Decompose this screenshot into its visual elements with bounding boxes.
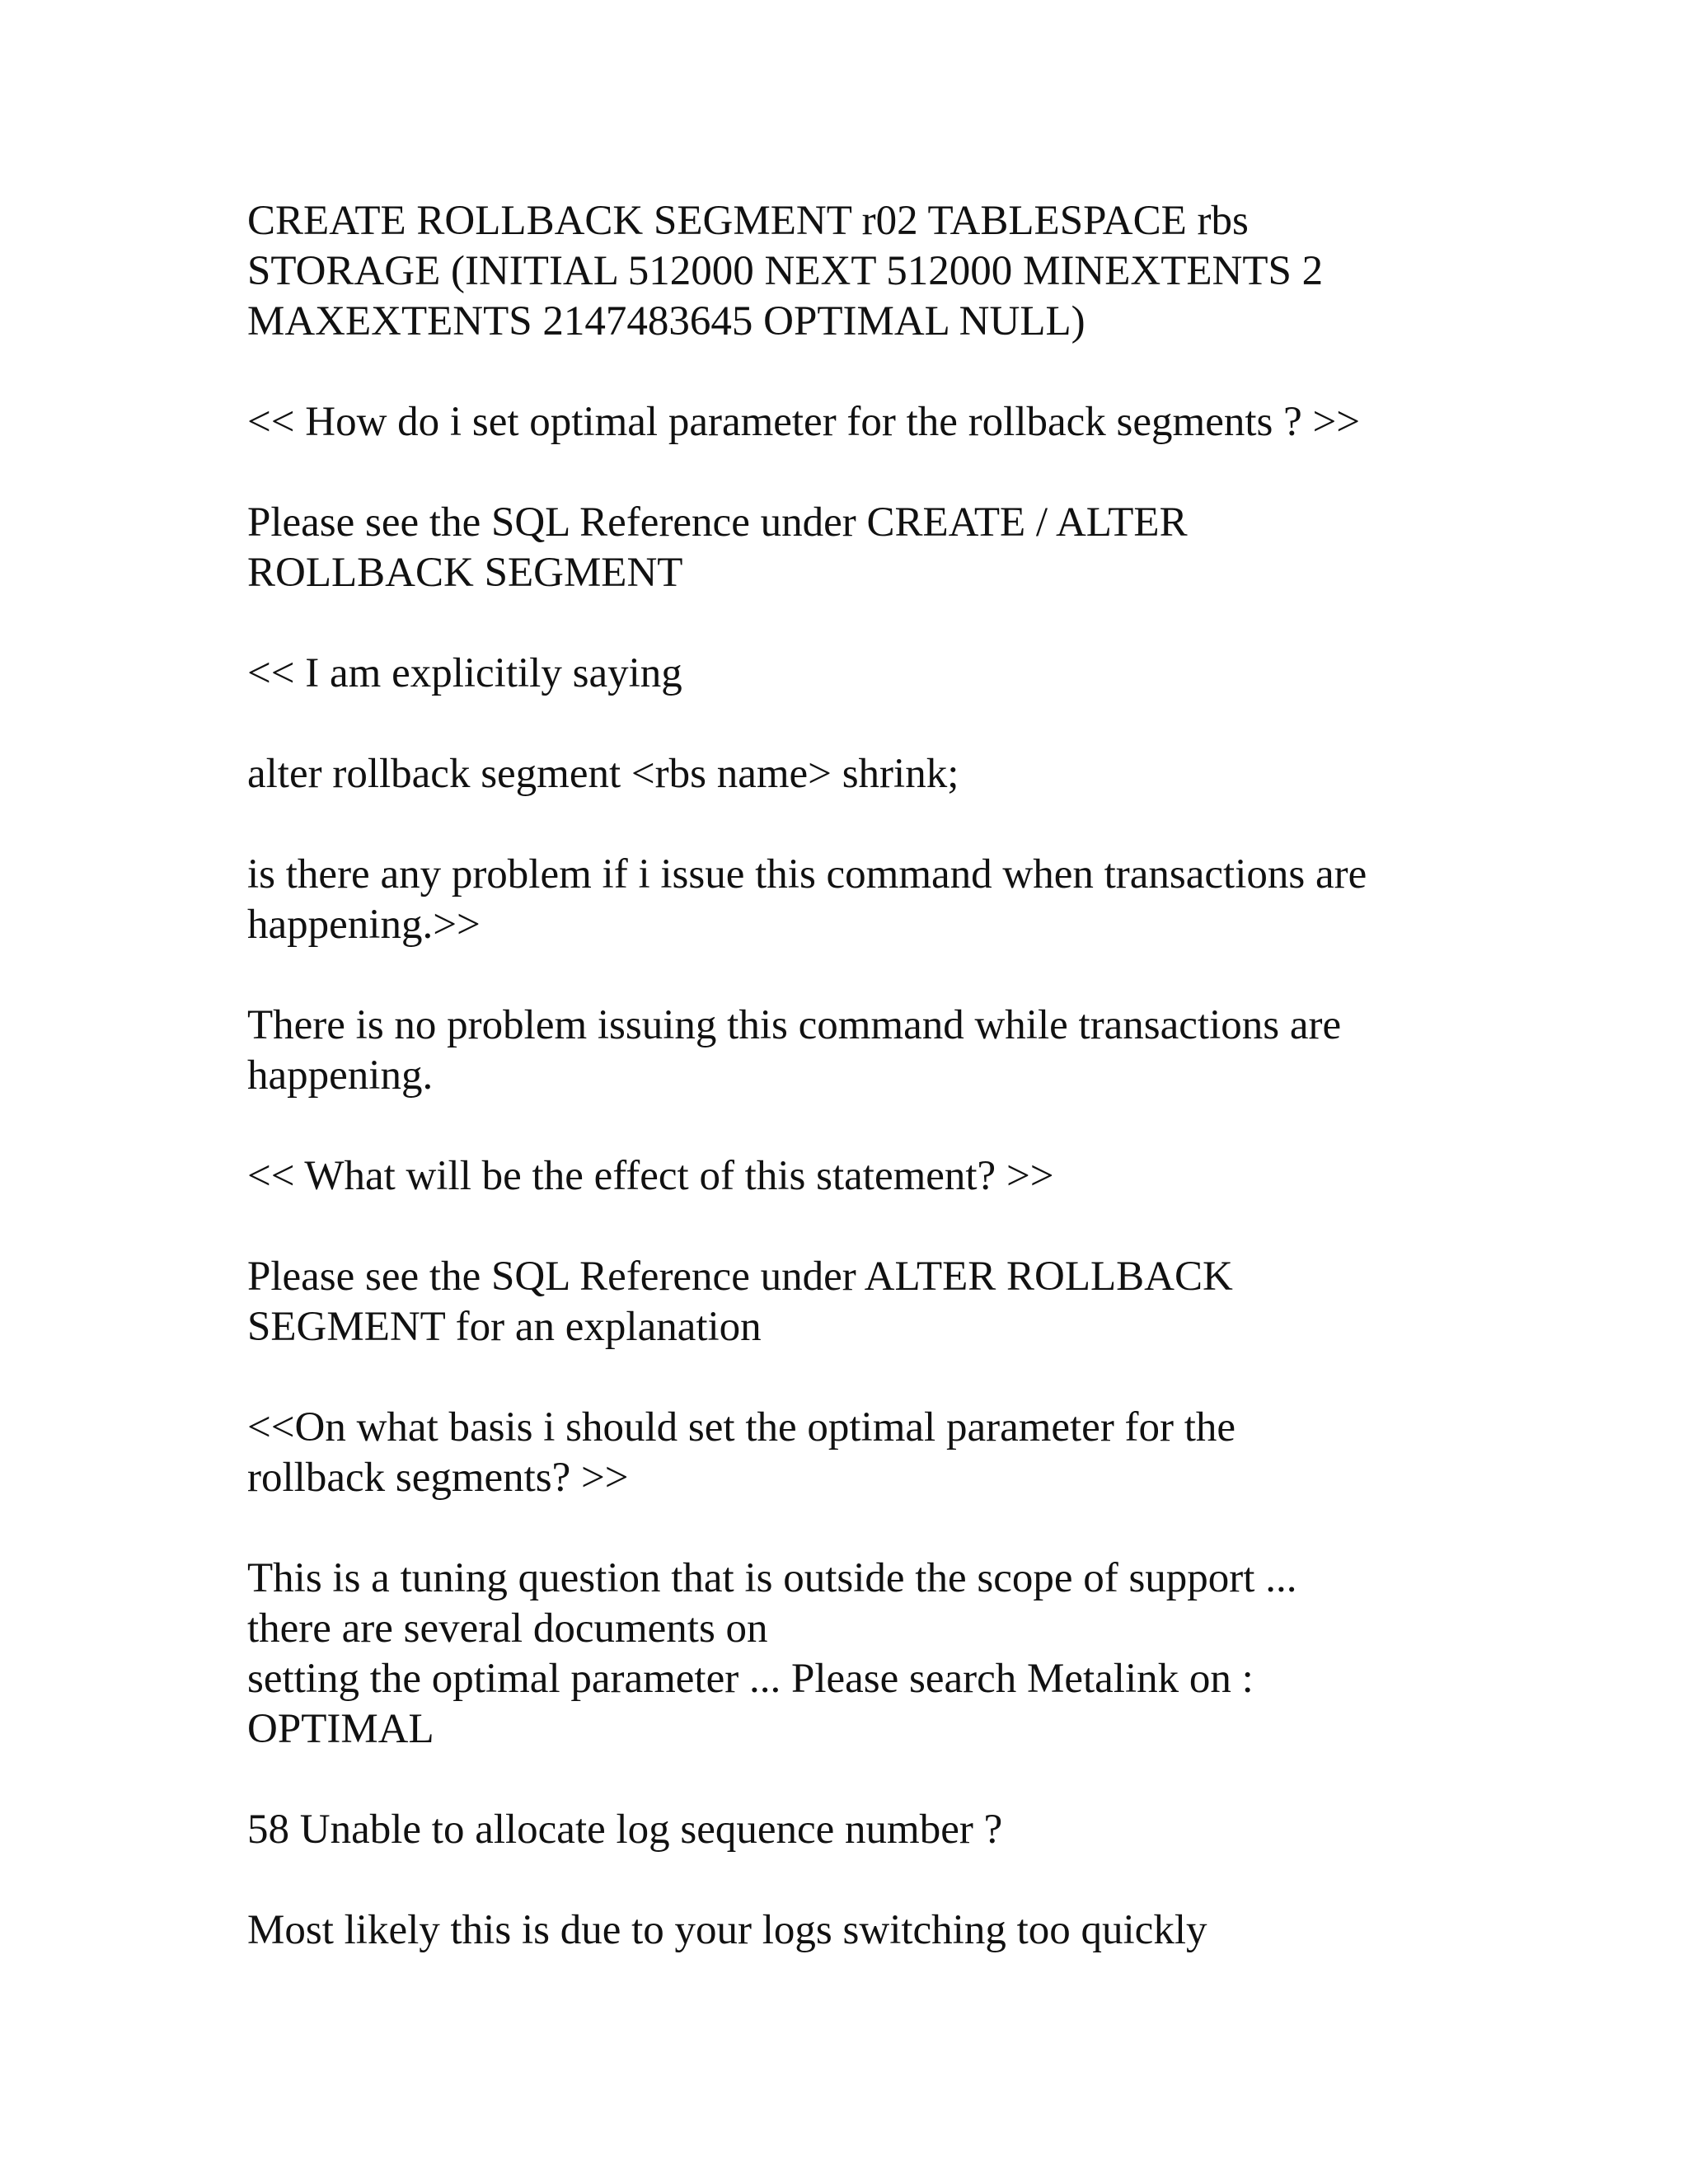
paragraph-question-basis: <<On what basis i should set the optimal parameter for the rollback segments? >> [247,1404,1236,1501]
paragraph-question-transactions: is there any problem if i issue this command when transactions are happening.>> [247,851,1367,948]
paragraph-answer-sql-reference: Please see the SQL Reference under CREATE / ALTER ROLLBACK SEGMENT [247,499,1188,596]
paragraph-explicitly-saying: << I am explicitily saying [247,650,682,696]
paragraph-question-effect: << What will be the effect of this statement? >> [247,1153,1054,1199]
paragraph-heading-log-sequence: 58 Unable to allocate log sequence number ? [247,1807,1003,1853]
paragraph-answer-alter-reference: Please see the SQL Reference under ALTER ROLLBACK SEGMENT for an explanation [247,1254,1233,1350]
paragraph-answer-no-problem: There is no problem issuing this command while transactions are happening. [247,1002,1342,1099]
paragraph-question-optimal-parameter: << How do i set optimal parameter for the rollback segments ? >> [247,399,1361,445]
paragraph-alter-shrink-command: alter rollback segment <rbs name> shrink; [247,751,959,797]
document-body [247,196,1467,2006]
paragraph-answer-logs-switching: Most likely this is due to your logs switching too quickly [247,1907,1207,1953]
paragraph-answer-tuning: This is a tuning question that is outside the scope of support ... there are several documents on setting the optimal parameter ... Please search Metalink on : OPTIMAL [247,1555,1297,1752]
paragraph-create-rollback-segment: CREATE ROLLBACK SEGMENT r02 TABLESPACE rbs STORAGE (INITIAL 512000 NEXT 512000 MINEXTENTS 2 MAXEXTENTS 2147483645 OPTIMAL NULL) [247,198,1324,344]
